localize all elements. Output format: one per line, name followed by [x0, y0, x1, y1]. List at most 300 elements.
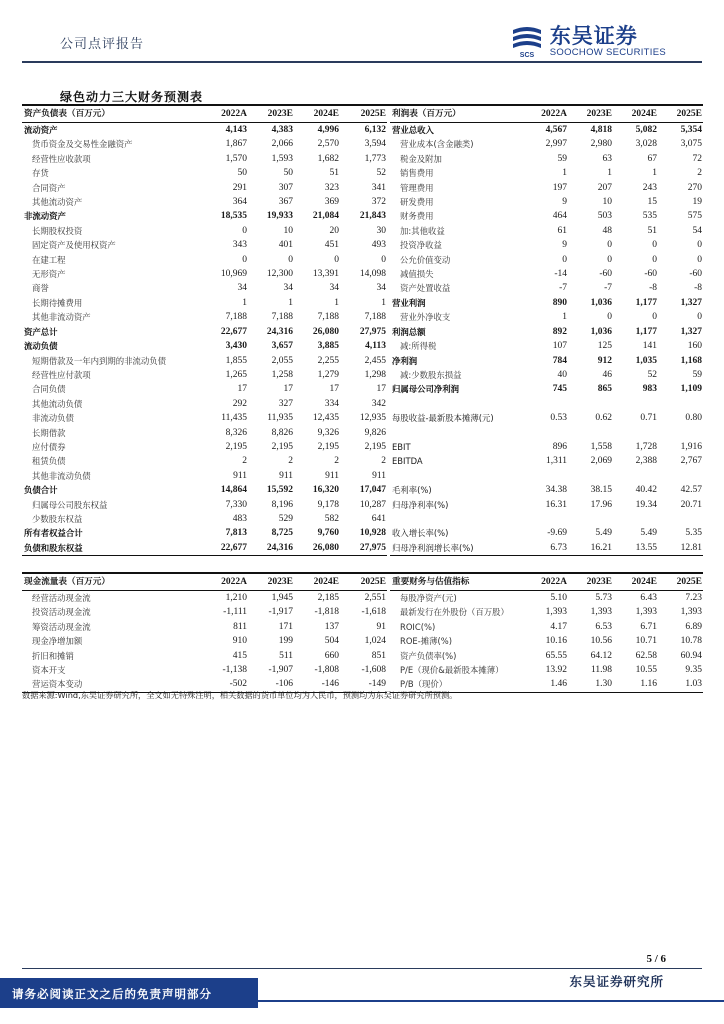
- row-value: 54: [692, 225, 702, 236]
- row-value: 16,320: [312, 485, 339, 496]
- row-value: 15,592: [266, 485, 293, 496]
- row-value: [613, 469, 658, 483]
- table-row: [390, 512, 703, 526]
- row-value: 9,178: [317, 499, 339, 510]
- row-value: 10.71: [635, 636, 657, 647]
- row-value: 2,069: [590, 456, 612, 467]
- table-row: [390, 209, 703, 223]
- row-value: 911: [279, 470, 293, 481]
- row-value: 10.55: [635, 665, 657, 676]
- row-value: 243: [642, 182, 657, 193]
- table-row: [22, 541, 387, 556]
- row-label: 无形资产: [32, 269, 66, 280]
- row-value: -1,138: [222, 665, 247, 676]
- row-value: 5.49: [595, 528, 612, 539]
- row-value: [568, 426, 613, 440]
- row-value: -149: [340, 677, 387, 692]
- row-value: 0: [242, 225, 247, 236]
- row-label: 其他非流动负债: [32, 470, 91, 481]
- row-value: 7,188: [317, 312, 339, 323]
- row-value: 2: [381, 456, 386, 467]
- row-value: -1,917: [268, 607, 293, 618]
- row-value: 13.55: [613, 541, 658, 556]
- row-value: 2,997: [545, 139, 567, 150]
- row-value: 34: [237, 283, 247, 294]
- row-value: 504: [324, 636, 339, 647]
- row-value: 2,570: [317, 139, 339, 150]
- row-label: 投资活动现金流: [32, 607, 91, 618]
- income-statement-year-header: 2024E: [613, 106, 658, 123]
- row-value: 3,657: [271, 341, 293, 352]
- row-value: 42.57: [680, 485, 702, 496]
- row-value: 8,326: [225, 427, 247, 438]
- row-value: 14,864: [220, 485, 247, 496]
- row-value: 0: [652, 312, 657, 323]
- row-value: 0.80: [685, 413, 702, 424]
- row-label: 营业总收入: [392, 125, 434, 135]
- table-row: [390, 663, 703, 677]
- row-value: 19: [692, 197, 702, 208]
- row-value: 2,980: [590, 139, 612, 150]
- row-value: 67: [647, 153, 657, 164]
- row-label: 商誉: [32, 283, 49, 294]
- row-value: 21,084: [312, 211, 339, 222]
- row-value: 511: [279, 650, 293, 661]
- row-value: 51: [647, 225, 657, 236]
- row-value: 2,195: [271, 441, 293, 452]
- row-label: ROIC(%): [400, 621, 436, 632]
- table-row: [22, 663, 387, 677]
- row-value: 16.31: [545, 499, 567, 510]
- row-value: 2: [242, 456, 247, 467]
- row-value: 2,066: [271, 139, 293, 150]
- row-value: 6.71: [640, 621, 657, 632]
- row-value: 641: [371, 513, 386, 524]
- row-value: 7,188: [271, 312, 293, 323]
- table-row: [22, 339, 387, 353]
- valuation-header-label: 重要财务与估值指标: [390, 574, 520, 591]
- row-value: 1,728: [635, 441, 657, 452]
- balance-sheet-year-header: 2024E: [294, 106, 340, 123]
- row-value: 64.12: [590, 650, 612, 661]
- income-statement-year-header: 2023E: [568, 106, 613, 123]
- table-row: [22, 512, 387, 526]
- table-row: [22, 469, 387, 483]
- income-statement-year-header: 2025E: [658, 106, 703, 123]
- row-value: [568, 512, 613, 526]
- valuation-year-header: 2024E: [613, 574, 658, 591]
- row-value: 160: [687, 341, 702, 352]
- row-value: 0: [607, 254, 612, 265]
- table-row: [390, 325, 703, 339]
- row-value: 17: [329, 384, 339, 395]
- row-value: 8,725: [271, 528, 293, 539]
- row-value: 13,391: [312, 269, 339, 280]
- table-row: [22, 325, 387, 339]
- row-label: 存货: [32, 168, 49, 179]
- row-value: 0: [652, 254, 657, 265]
- row-value: 4.17: [550, 621, 567, 632]
- row-label: 流动资产: [24, 125, 58, 135]
- row-value: 1,177: [635, 297, 657, 308]
- table-row: [22, 440, 387, 454]
- row-value: 5.49: [640, 528, 657, 539]
- row-value: 18,535: [220, 211, 247, 222]
- row-value: 6,132: [364, 125, 386, 135]
- row-label: 研发费用: [400, 197, 434, 208]
- row-value: 2,195: [225, 441, 247, 452]
- row-value: 2,551: [364, 593, 386, 603]
- row-value: 0: [381, 254, 386, 265]
- row-value: -7: [604, 283, 612, 294]
- row-value: [658, 512, 703, 526]
- row-value: 11,435: [221, 413, 247, 424]
- cash-flow-header-label: 现金流量表（百万元）: [22, 574, 200, 591]
- table-row: [390, 397, 703, 411]
- row-value: -60: [599, 269, 612, 280]
- row-value: 660: [324, 650, 339, 661]
- table-row: [390, 368, 703, 382]
- row-value: 0: [697, 312, 702, 323]
- table-row: [22, 238, 387, 252]
- row-value: 896: [552, 441, 567, 452]
- row-label: ROE-摊薄(%): [400, 636, 452, 647]
- row-value: -1,818: [314, 607, 339, 618]
- row-label: 财务费用: [400, 211, 434, 222]
- row-value: 9,760: [317, 528, 339, 539]
- row-label: 折旧和摊销: [32, 650, 74, 661]
- row-value: 15: [647, 197, 657, 208]
- row-value: 16.21: [568, 541, 613, 556]
- row-value: 27,975: [340, 541, 387, 556]
- row-value: 369: [324, 197, 339, 208]
- table-row: [22, 483, 387, 497]
- row-value: 7.23: [685, 593, 702, 603]
- row-value: 364: [232, 197, 247, 208]
- row-value: 911: [233, 470, 247, 481]
- row-value: 7,188: [225, 312, 247, 323]
- disclaimer-text: 请务必阅读正文之后的免责声明部分: [12, 987, 212, 1001]
- table-row: [22, 296, 387, 310]
- row-value: 1.16: [613, 677, 658, 692]
- row-value: 2,055: [271, 355, 293, 366]
- row-label: 管理费用: [400, 182, 434, 193]
- table-row: [390, 267, 703, 281]
- row-value: 1,036: [590, 297, 612, 308]
- row-value: 2: [288, 456, 293, 467]
- row-value: 51: [329, 168, 339, 179]
- row-value: 24,316: [266, 326, 293, 337]
- row-value: 307: [278, 182, 293, 193]
- table-row: [22, 649, 387, 663]
- row-value: 1,210: [225, 593, 247, 603]
- row-value: -146: [294, 677, 340, 692]
- row-value: [520, 512, 568, 526]
- row-value: 2,195: [317, 441, 339, 452]
- row-value: 1: [607, 168, 612, 179]
- table-row: [390, 469, 703, 483]
- row-value: 1: [562, 168, 567, 179]
- row-value: 52: [376, 168, 386, 179]
- row-label: 利润总额: [392, 326, 426, 337]
- cash-flow-year-header: 2025E: [340, 574, 387, 591]
- row-value: 292: [232, 398, 247, 409]
- row-value: 9,826: [364, 427, 386, 438]
- row-label: 长期待摊费用: [32, 297, 83, 308]
- row-value: 0: [562, 254, 567, 265]
- row-value: 0: [697, 254, 702, 265]
- table-row: [390, 181, 703, 195]
- table-row: [390, 440, 703, 454]
- row-label: 非流动资产: [24, 211, 66, 222]
- row-value: 12.81: [658, 541, 703, 556]
- income-statement-header-label: 利润表（百万元）: [390, 106, 520, 123]
- row-value: 4,567: [545, 125, 567, 135]
- row-value: 1,393: [635, 607, 657, 618]
- row-value: -1,618: [361, 607, 386, 618]
- row-value: 7,188: [364, 312, 386, 323]
- row-value: 2,388: [635, 456, 657, 467]
- row-value: 342: [371, 398, 386, 409]
- row-value: 343: [232, 240, 247, 251]
- table-row: [390, 605, 703, 619]
- row-value: 63: [602, 153, 612, 164]
- disclaimer-bar: [0, 978, 258, 1008]
- row-label: [390, 397, 520, 411]
- row-value: 17: [283, 384, 293, 395]
- table-row: [22, 209, 387, 223]
- row-value: -502: [200, 677, 248, 692]
- report-category: 公司点评报告: [60, 37, 145, 52]
- row-value: 8,826: [271, 427, 293, 438]
- row-value: 1,855: [225, 355, 247, 366]
- table-row: [390, 454, 703, 468]
- row-value: 1: [242, 297, 247, 308]
- row-value: 0: [607, 312, 612, 323]
- row-label: 长期借款: [32, 427, 66, 438]
- row-value: 2,195: [364, 441, 386, 452]
- row-value: 61: [557, 225, 567, 236]
- row-value: [568, 397, 613, 411]
- row-label: 固定资产及使用权资产: [32, 240, 116, 251]
- row-value: 2,185: [317, 593, 339, 603]
- row-value: 14,098: [359, 269, 386, 280]
- table-row: [22, 605, 387, 619]
- row-value: 17,047: [359, 485, 386, 496]
- row-value: 367: [278, 197, 293, 208]
- row-label: [390, 512, 520, 526]
- row-value: 1,109: [680, 384, 702, 395]
- row-value: -1,608: [361, 665, 386, 676]
- row-label: EBIT: [392, 441, 411, 452]
- valuation-year-header: 2025E: [658, 574, 703, 591]
- row-value: 9.35: [685, 665, 702, 676]
- row-value: 1,393: [590, 607, 612, 618]
- row-value: [520, 397, 568, 411]
- row-label: 税金及附加: [400, 153, 442, 164]
- row-value: [520, 426, 568, 440]
- row-value: 17: [376, 384, 386, 395]
- row-value: 40: [557, 369, 567, 380]
- row-value: 12,435: [312, 413, 339, 424]
- row-value: 1,258: [271, 369, 293, 380]
- row-value: 10,928: [359, 528, 386, 539]
- row-label: 收入增长率(%): [392, 528, 449, 539]
- table-row: [22, 152, 387, 166]
- row-value: 983: [642, 384, 657, 395]
- row-value: 21,843: [359, 211, 386, 222]
- row-value: 372: [371, 197, 386, 208]
- row-value: 6.73: [520, 541, 568, 556]
- row-value: 334: [324, 398, 339, 409]
- row-value: 910: [232, 636, 247, 647]
- row-value: [658, 469, 703, 483]
- row-value: 1,279: [317, 369, 339, 380]
- row-value: 3,075: [680, 139, 702, 150]
- table-row: [390, 166, 703, 180]
- row-value: 7,813: [225, 528, 247, 539]
- row-label: 加:其他收益: [400, 225, 445, 236]
- row-value: 91: [376, 621, 386, 632]
- row-value: 865: [597, 384, 612, 395]
- row-label: [390, 469, 520, 483]
- row-value: 19,933: [266, 211, 293, 222]
- row-label: 归母净利率(%): [392, 499, 449, 510]
- table-row: [22, 591, 387, 606]
- row-value: 9: [562, 197, 567, 208]
- row-label: 毛利率(%): [392, 485, 432, 496]
- row-value: 10: [602, 197, 612, 208]
- table-row: [390, 238, 703, 252]
- table-row: [390, 649, 703, 663]
- row-value: 2: [697, 168, 702, 179]
- row-value: 0: [242, 254, 247, 265]
- row-label: 少数股东权益: [32, 513, 83, 524]
- table-row: [22, 454, 387, 468]
- row-label: P/B（现价）: [390, 677, 520, 692]
- row-value: -8: [694, 283, 702, 294]
- table-row: [22, 166, 387, 180]
- table-row: [22, 620, 387, 634]
- row-value: 890: [552, 297, 567, 308]
- row-label: 流动负债: [24, 341, 58, 352]
- footer-bottom-rule: [258, 1000, 724, 1002]
- row-value: 46: [602, 369, 612, 380]
- table-row: [22, 397, 387, 411]
- row-value: 125: [597, 341, 612, 352]
- row-value: 1: [288, 297, 293, 308]
- row-value: 1.30: [568, 677, 613, 692]
- row-value: 60.94: [680, 650, 702, 661]
- row-value: 1,393: [680, 607, 702, 618]
- row-value: 5,082: [635, 125, 657, 135]
- row-value: 1,265: [225, 369, 247, 380]
- cash-flow-year-header: 2023E: [248, 574, 294, 591]
- row-label: 资本开支: [32, 665, 66, 676]
- row-value: 65.55: [545, 650, 567, 661]
- row-value: 12,935: [359, 413, 386, 424]
- table-row: [390, 483, 703, 497]
- footer-divider: [22, 968, 702, 969]
- row-value: 401: [278, 240, 293, 251]
- row-label: 长期股权投资: [32, 225, 83, 236]
- row-value: 1,773: [364, 153, 386, 164]
- row-value: 72: [692, 153, 702, 164]
- row-value: 207: [597, 182, 612, 193]
- row-value: 1,593: [271, 153, 293, 164]
- row-value: 1,867: [225, 139, 247, 150]
- row-value: 30: [376, 225, 386, 236]
- logo-mark-icon: [510, 24, 544, 58]
- row-value: 7,330: [225, 499, 247, 510]
- balance-sheet-year-header: 2023E: [248, 106, 294, 123]
- row-value: 4,996: [317, 125, 339, 135]
- row-label: 每股收益-最新股本摊薄(元): [392, 413, 494, 424]
- row-value: 0: [652, 240, 657, 251]
- row-value: 34: [283, 283, 293, 294]
- row-value: 3,594: [364, 139, 386, 150]
- row-value: 10,287: [359, 499, 386, 510]
- row-value: [613, 426, 658, 440]
- row-value: 22,677: [200, 541, 248, 556]
- row-label: 其他流动资产: [32, 197, 83, 208]
- row-value: 0: [607, 240, 612, 251]
- row-value: 6.53: [595, 621, 612, 632]
- row-value: 483: [232, 513, 247, 524]
- row-value: 493: [371, 240, 386, 251]
- row-value: 911: [325, 470, 339, 481]
- logo-en: SOOCHOW SECURITIES: [549, 46, 666, 58]
- row-value: 912: [597, 355, 612, 366]
- row-value: 1,558: [590, 441, 612, 452]
- table-row: [22, 354, 387, 368]
- row-value: 892: [552, 326, 567, 337]
- row-value: 5,354: [680, 125, 702, 135]
- row-value: [658, 426, 703, 440]
- table-row: [390, 541, 703, 556]
- row-value: 1,393: [545, 607, 567, 618]
- row-value: 3,885: [317, 341, 339, 352]
- row-value: 5.10: [550, 593, 567, 603]
- table-row: [22, 253, 387, 267]
- row-value: 1,177: [635, 326, 657, 337]
- row-value: -60: [689, 269, 702, 280]
- row-value: 197: [552, 182, 567, 193]
- source-note: 数据来源:Wind,东吴证券研究所，全文如无特殊注明，相关数据的货币单位均为人民币，预测均为东吴证券研究所预测。: [22, 690, 458, 700]
- row-value: 34: [376, 283, 386, 294]
- row-label: 合同资产: [32, 182, 66, 193]
- row-value: 137: [324, 621, 339, 632]
- cash-flow-table: [22, 574, 387, 693]
- row-value: 911: [372, 470, 386, 481]
- page-number: 5 / 6: [646, 953, 666, 965]
- table-row: [22, 634, 387, 648]
- row-value: 1,024: [364, 636, 386, 647]
- row-value: 575: [687, 211, 702, 222]
- row-value: 26,080: [294, 541, 340, 556]
- table-row: [390, 620, 703, 634]
- row-label: 投资净收益: [400, 240, 442, 251]
- balance-sheet-year-header: 2022A: [200, 106, 248, 123]
- row-value: 1,682: [317, 153, 339, 164]
- row-value: 17: [237, 384, 247, 395]
- row-value: [568, 469, 613, 483]
- row-label: EBITDA: [392, 456, 423, 467]
- row-label: 在建工程: [32, 254, 66, 265]
- table-row: [390, 426, 703, 440]
- row-label: 营业成本(含金融类): [400, 139, 474, 150]
- row-value: 17.96: [590, 499, 612, 510]
